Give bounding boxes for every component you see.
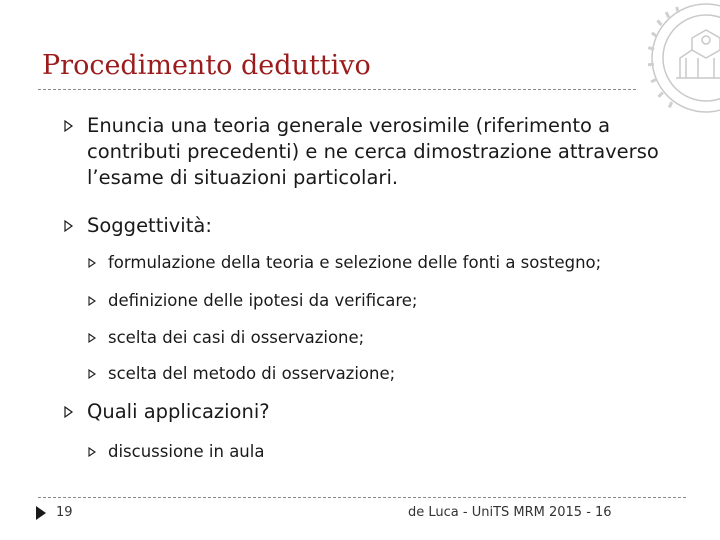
bullet-text-line: l’esame di situazioni particolari. xyxy=(87,166,399,189)
sub-bullet-item xyxy=(86,327,686,349)
right-triangle-icon xyxy=(62,213,76,239)
footer-text: de Luca - UniTS MRM 2015 - 16 xyxy=(408,505,612,520)
right-triangle-icon xyxy=(86,327,98,349)
sub-bullet-item xyxy=(86,441,686,463)
right-triangle-icon xyxy=(86,363,98,385)
right-triangle-icon xyxy=(86,441,98,463)
right-triangle-icon xyxy=(34,504,48,522)
sub-bullet-item xyxy=(86,363,686,385)
bullet-text: Soggettività: xyxy=(87,214,212,237)
bullet-text-line: Enuncia una teoria generale verosimile (riferimento a xyxy=(87,114,611,137)
slide-title: Procedimento deduttivo xyxy=(42,50,371,81)
bullet-item xyxy=(62,113,662,191)
sub-bullet-item xyxy=(86,252,686,274)
sub-bullet-text: discussione in aula xyxy=(108,442,265,461)
right-triangle-icon xyxy=(62,113,76,139)
footer-divider xyxy=(38,497,686,498)
sub-bullet-text: scelta del metodo di osservazione; xyxy=(108,364,396,383)
sub-bullet-text: scelta dei casi di osservazione; xyxy=(108,328,365,347)
bullet-text: Quali applicazioni? xyxy=(87,400,270,423)
right-triangle-icon xyxy=(86,290,98,312)
sub-bullet-text: formulazione della teoria e selezione delle fonti a sostegno; xyxy=(108,253,602,272)
sub-bullet-item xyxy=(86,290,686,312)
bullet-text-line: contributi precedenti) e ne cerca dimostrazione attraverso xyxy=(87,140,659,163)
sub-bullet-text: definizione delle ipotesi da verificare; xyxy=(108,291,418,310)
right-triangle-icon xyxy=(62,399,76,425)
page-number: 19 xyxy=(56,505,73,520)
bullet-item xyxy=(62,213,662,239)
right-triangle-icon xyxy=(86,252,98,274)
bullet-item xyxy=(62,399,662,425)
